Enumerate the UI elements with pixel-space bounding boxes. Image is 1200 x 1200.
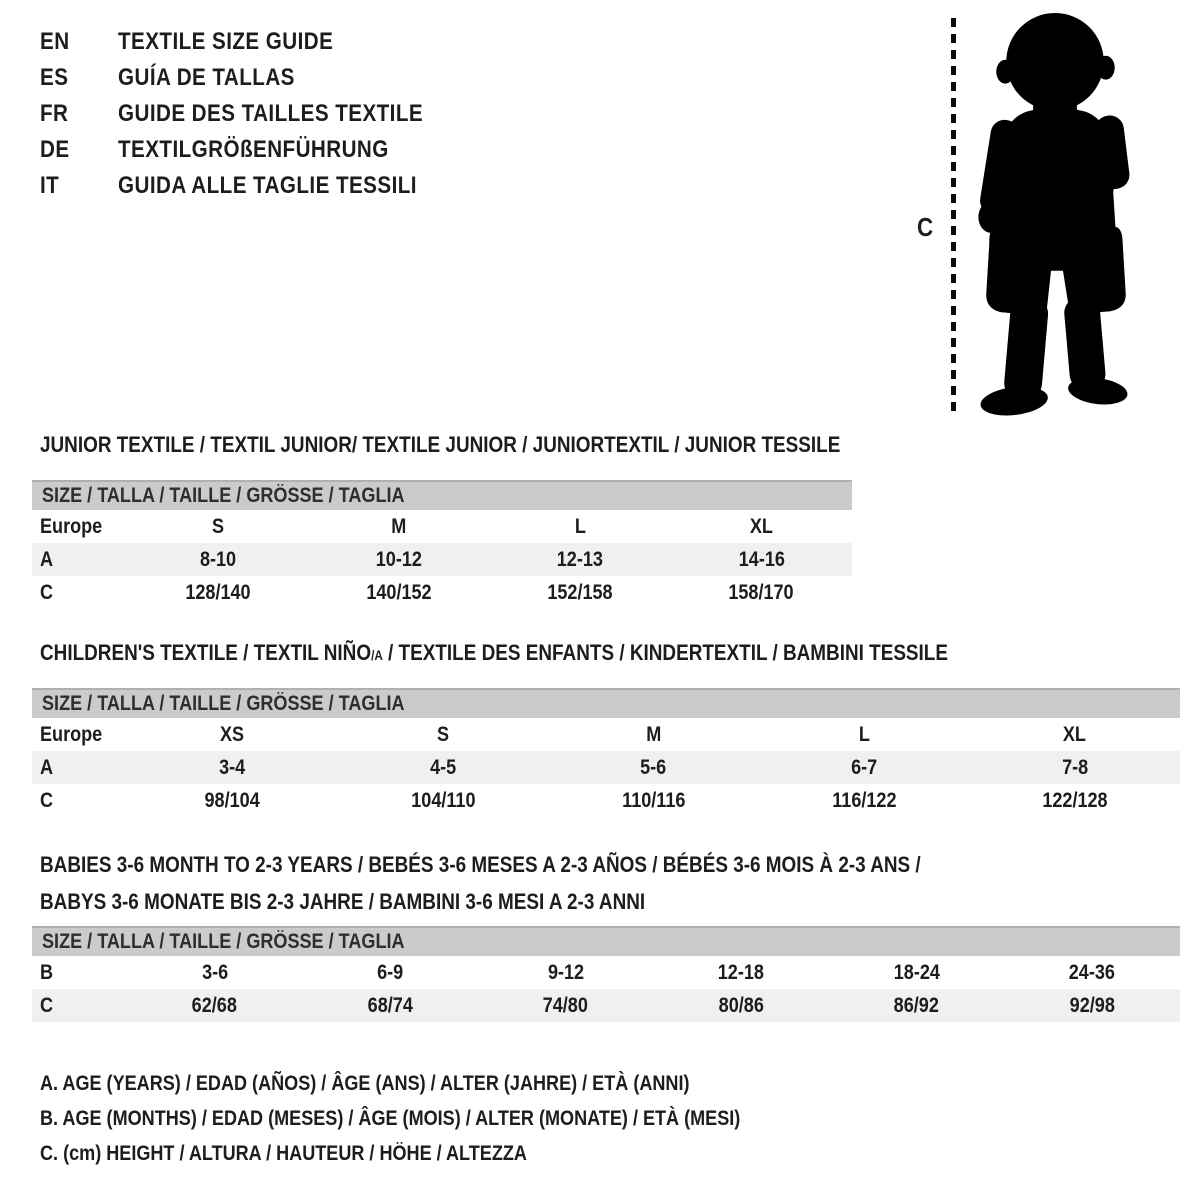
table-row xyxy=(32,510,852,543)
value-cell-text: 3-4 xyxy=(219,755,246,779)
value-cell-text: 6-9 xyxy=(377,960,404,984)
value-cell xyxy=(490,548,671,572)
language-row xyxy=(40,132,473,168)
table-title-prefix: CHILDREN'S TEXTILE / TEXTIL NIÑO xyxy=(40,640,372,665)
value-cell xyxy=(1005,994,1181,1018)
row-label-text: A xyxy=(40,755,54,779)
value-cell xyxy=(969,756,1180,780)
size-cell xyxy=(127,515,308,539)
value-cell-text: 14-16 xyxy=(738,547,785,571)
value-cell-text: 98/104 xyxy=(204,788,260,812)
size-cell-text: S xyxy=(211,514,224,538)
size-header-bar xyxy=(32,926,1180,956)
value-cell xyxy=(127,756,338,780)
size-cell xyxy=(490,515,671,539)
table-title xyxy=(32,432,852,458)
row-label-text: B xyxy=(40,960,54,984)
legend-line-a-text: A. AGE (YEARS) / EDAD (AÑOS) / ÂGE (ANS) / ALTER (JAHRE) / ETÀ (ANNI) xyxy=(40,1072,690,1095)
size-cell-text: XL xyxy=(749,514,773,538)
language-row xyxy=(40,168,473,204)
value-cell xyxy=(759,789,970,813)
row-label-text: A xyxy=(40,547,54,571)
language-code: ES xyxy=(40,64,69,91)
value-cell xyxy=(338,756,549,780)
language-code: IT xyxy=(40,172,60,199)
row-label xyxy=(32,961,127,985)
value-cell-text: 104/110 xyxy=(410,788,476,812)
value-cell xyxy=(127,789,338,813)
value-cell-text: 4-5 xyxy=(429,755,456,779)
value-cell xyxy=(478,961,654,985)
height-dashed-line-icon xyxy=(951,18,956,414)
table-title xyxy=(32,846,1180,920)
row-label xyxy=(32,789,127,813)
legend-line-c xyxy=(40,1136,854,1171)
legend-line-a xyxy=(40,1066,854,1101)
value-cell-text: 9-12 xyxy=(547,960,584,984)
value-cell xyxy=(127,994,303,1018)
value-cell xyxy=(548,789,759,813)
legend-line-b-text: B. AGE (MONTHS) / EDAD (MESES) / ÂGE (MOIS) / ALTER (MONATE) / ETÀ (MESI) xyxy=(40,1107,741,1130)
size-cell xyxy=(338,723,549,747)
value-cell xyxy=(654,994,830,1018)
table-row xyxy=(32,576,852,609)
value-cell xyxy=(338,789,549,813)
value-cell xyxy=(829,961,1005,985)
value-cell-text: 158/170 xyxy=(728,580,795,604)
size-header-text: SIZE / TALLA / TAILLE / GRÖSSE / TAGLIA xyxy=(42,484,405,507)
value-cell-text: 80/86 xyxy=(718,993,764,1017)
row-label xyxy=(32,723,127,747)
value-cell xyxy=(303,961,479,985)
value-cell-text: 86/92 xyxy=(894,993,940,1017)
size-header-bar xyxy=(32,480,852,510)
row-label xyxy=(32,581,127,605)
language-title: TEXTILE SIZE GUIDE xyxy=(118,28,334,55)
table-row xyxy=(32,718,1180,751)
value-cell-text: 74/80 xyxy=(543,993,589,1017)
language-code: FR xyxy=(40,100,69,127)
value-cell-text: 152/158 xyxy=(547,580,613,604)
value-cell xyxy=(671,548,852,572)
size-cell xyxy=(759,723,970,747)
value-cell-text: 18-24 xyxy=(893,960,940,984)
size-header-text: SIZE / TALLA / TAILLE / GRÖSSE / TAGLIA xyxy=(42,692,405,715)
value-cell-text: 92/98 xyxy=(1069,993,1115,1017)
table-title-suffix: / TEXTILE DES ENFANTS / KINDERTEXTIL / BAMBINI TESSILE xyxy=(382,640,948,665)
value-cell xyxy=(127,961,303,985)
junior-textile-table xyxy=(32,432,852,609)
height-measure-figure xyxy=(905,6,1165,422)
language-title: GUIDA ALLE TAGLIE TESSILI xyxy=(118,172,417,199)
language-code: DE xyxy=(40,136,70,163)
table-title-line2: BABYS 3-6 MONATE BIS 2-3 JAHRE / BAMBINI 3-6 MESI A 2-3 ANNI xyxy=(40,889,646,914)
legend-line-c-text: C. (cm) HEIGHT / ALTURA / HAUTEUR / HÖHE / ALTEZZA xyxy=(40,1142,527,1165)
value-cell-text: 8-10 xyxy=(199,547,236,571)
size-cell xyxy=(969,723,1180,747)
value-cell-text: 12-18 xyxy=(718,960,765,984)
value-cell-text: 12-13 xyxy=(557,547,604,571)
language-header xyxy=(40,24,473,204)
language-row xyxy=(40,24,473,60)
size-header-text: SIZE / TALLA / TAILLE / GRÖSSE / TAGLIA xyxy=(42,930,405,953)
size-header-bar xyxy=(32,688,1180,718)
table-row xyxy=(32,543,852,576)
value-cell-text: 6-7 xyxy=(851,755,878,779)
value-cell xyxy=(490,581,671,605)
table-row xyxy=(32,956,1180,989)
value-cell xyxy=(969,789,1180,813)
table-title-subscript: /A xyxy=(371,648,383,663)
language-title: GUÍA DE TALLAS xyxy=(118,64,295,91)
row-label xyxy=(32,515,127,539)
size-cell-text: S xyxy=(436,722,449,746)
row-label xyxy=(32,994,127,1018)
row-label xyxy=(32,548,127,572)
childrens-textile-table xyxy=(32,640,1180,817)
table-title xyxy=(32,640,1180,666)
value-cell xyxy=(127,581,308,605)
value-cell-text: 122/128 xyxy=(1042,788,1108,812)
language-row xyxy=(40,60,473,96)
table-row xyxy=(32,751,1180,784)
row-label-text: C xyxy=(40,580,54,604)
size-cell xyxy=(548,723,759,747)
value-cell xyxy=(308,548,489,572)
value-cell-text: 7-8 xyxy=(1061,755,1088,779)
table-row xyxy=(32,784,1180,817)
value-cell xyxy=(478,994,654,1018)
size-cell xyxy=(671,515,852,539)
size-cell-text: L xyxy=(574,514,586,538)
table-title-text xyxy=(40,640,948,669)
row-label-text: Europe xyxy=(40,514,103,538)
value-cell-text: 3-6 xyxy=(201,960,228,984)
table-title-text: JUNIOR TEXTILE / TEXTIL JUNIOR/ TEXTILE JUNIOR / JUNIORTEXTIL / JUNIOR TESSILE xyxy=(40,432,841,457)
value-cell-text: 68/74 xyxy=(367,993,413,1017)
babies-textile-table xyxy=(32,846,1180,1022)
value-cell-text: 62/68 xyxy=(192,993,238,1017)
value-cell-text: 116/122 xyxy=(831,788,897,812)
value-cell-text: 5-6 xyxy=(640,755,667,779)
value-cell xyxy=(1005,961,1181,985)
row-label-text: C xyxy=(40,993,54,1017)
row-label-text: C xyxy=(40,788,54,812)
legend-line-b xyxy=(40,1101,854,1136)
value-cell-text: 110/116 xyxy=(621,788,686,812)
size-cell xyxy=(127,723,338,747)
value-cell-text: 24-36 xyxy=(1069,960,1116,984)
measure-legend xyxy=(40,1066,854,1171)
value-cell-text: 140/152 xyxy=(366,580,432,604)
language-title: GUIDE DES TAILLES TEXTILE xyxy=(118,100,424,127)
value-cell xyxy=(759,756,970,780)
size-cell-text: XS xyxy=(220,722,245,746)
value-cell xyxy=(654,961,830,985)
table-title-line1: BABIES 3-6 MONTH TO 2-3 YEARS / BEBÉS 3-6 MESES A 2-3 AÑOS / BÉBÉS 3-6 MOIS À 2-3 ANS / xyxy=(40,852,921,877)
value-cell xyxy=(127,548,308,572)
height-measure-label: C xyxy=(917,212,934,242)
value-cell-text: 10-12 xyxy=(375,547,422,571)
value-cell-text: 128/140 xyxy=(184,580,251,604)
value-cell xyxy=(548,756,759,780)
size-cell-text: XL xyxy=(1063,722,1087,746)
value-cell xyxy=(671,581,852,605)
row-label xyxy=(32,756,127,780)
size-cell-text: M xyxy=(391,514,407,538)
value-cell xyxy=(308,581,489,605)
language-title: TEXTILGRÖßENFÜHRUNG xyxy=(118,136,389,163)
size-cell-text: M xyxy=(645,722,662,746)
size-cell-text: L xyxy=(858,722,870,746)
row-label-text: Europe xyxy=(40,722,103,746)
value-cell xyxy=(303,994,479,1018)
toddler-silhouette-icon xyxy=(965,10,1145,418)
value-cell xyxy=(829,994,1005,1018)
table-row xyxy=(32,989,1180,1022)
language-row xyxy=(40,96,473,132)
language-code: EN xyxy=(40,28,70,55)
size-cell xyxy=(308,515,489,539)
